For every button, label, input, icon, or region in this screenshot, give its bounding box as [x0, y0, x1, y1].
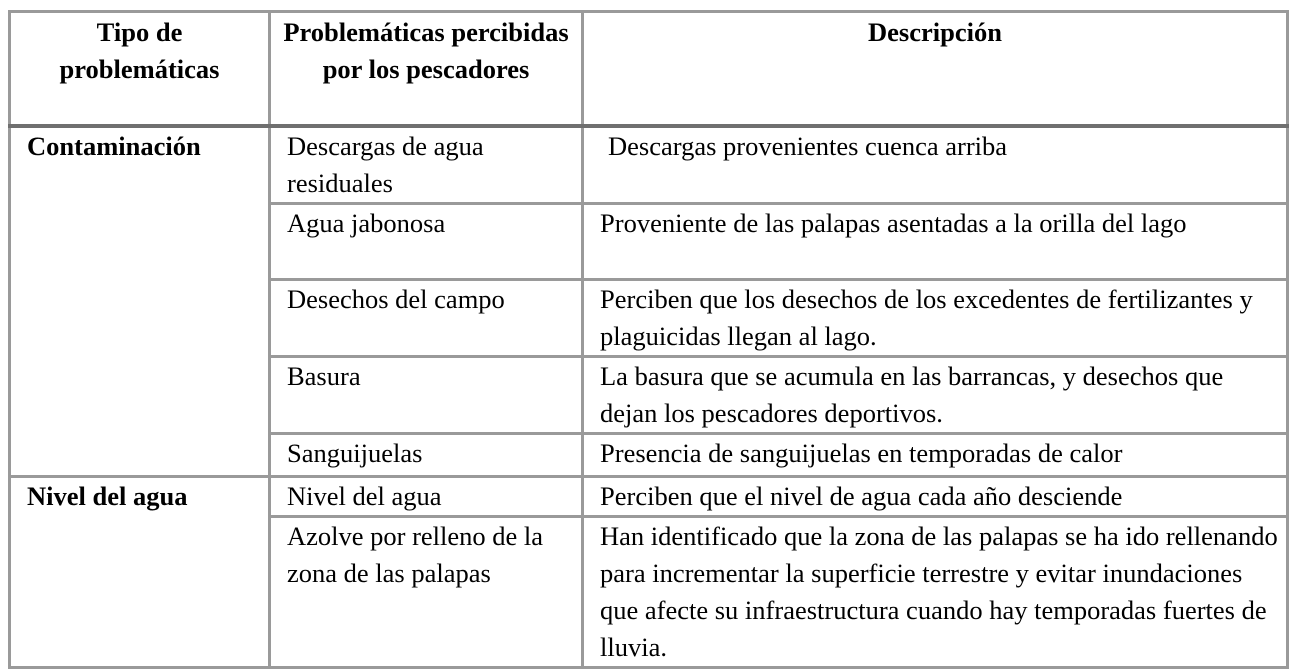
header-tipo: Tipo de problemáticas	[10, 12, 270, 126]
description-cell: Proveniente de las palapas asentadas a la orilla del lago	[583, 203, 1288, 279]
problem-cell: Azolve por relleno de la zona de las palapas	[270, 516, 583, 667]
problem-cell: Desechos del campo	[270, 279, 583, 356]
description-cell: Han identificado que la zona de las palapas se ha ido rellenando para incrementar la superficie terrestre y evitar inundaciones que afecte su infraestructura cuando hay temporadas fuertes de lluvia.	[583, 516, 1288, 667]
header-descripcion: Descripción	[583, 12, 1288, 126]
table-header-row	[10, 12, 1288, 126]
description-cell: Descargas provenientes cuenca arriba	[583, 126, 1288, 204]
problem-cell: Basura	[270, 356, 583, 433]
type-cell-nivel-del-agua: Nivel del agua	[10, 476, 270, 667]
description-cell: La basura que se acumula en las barrancas, y desechos que dejan los pescadores deportivos.	[583, 356, 1288, 433]
description-cell: Perciben que los desechos de los excedentes de fertilizantes y plaguicidas llegan al lago.	[583, 279, 1288, 356]
header-problematicas: Problemáticas percibidas por los pescadores	[270, 12, 583, 126]
problem-cell: Agua jabonosa	[270, 203, 583, 279]
problematicas-table	[8, 10, 1289, 669]
type-cell-contaminacion: Contaminación	[10, 126, 270, 477]
problem-cell: Nivel del agua	[270, 476, 583, 516]
problem-cell: Sanguijuelas	[270, 433, 583, 476]
description-cell: Perciben que el nivel de agua cada año desciende	[583, 476, 1288, 516]
table-row	[10, 126, 1288, 204]
problem-cell: Descargas de agua residuales	[270, 126, 583, 204]
table-row	[10, 476, 1288, 516]
description-cell: Presencia de sanguijuelas en temporadas de calor	[583, 433, 1288, 476]
